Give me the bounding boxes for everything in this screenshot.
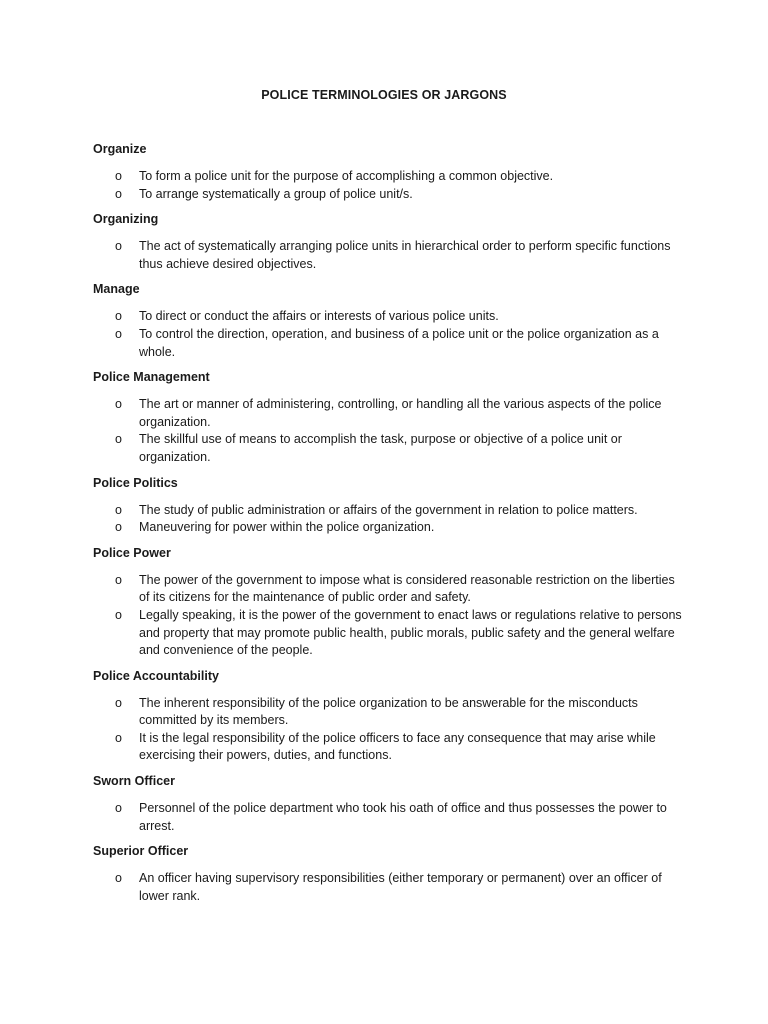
definition-item <box>93 870 683 905</box>
definition-text: The power of the government to impose what is considered reasonable restriction on the liberties of its citizens for the maintenance of public order and safety. <box>139 572 675 605</box>
definition-item <box>93 238 683 273</box>
definition-item <box>93 607 683 660</box>
definition-text: To form a police unit for the purpose of accomplishing a common objective. <box>139 169 554 183</box>
definition-text: The art or manner of administering, controlling, or handling all the various aspects of the police organization. <box>139 397 662 429</box>
term-heading: Manage <box>93 282 140 297</box>
hollow-bullet-icon: o <box>115 871 122 886</box>
definition-item <box>93 800 683 835</box>
definition-item <box>93 572 683 607</box>
definition-text: The act of systematically arranging police units in hierarchical order to perform specific functions thus achieve desired objectives. <box>139 239 671 271</box>
hollow-bullet-icon: o <box>115 695 122 710</box>
term-heading: Superior Officer <box>93 844 189 859</box>
definition-list <box>93 870 683 905</box>
hollow-bullet-icon: o <box>115 432 122 447</box>
definition-item <box>93 431 683 466</box>
hollow-bullet-icon: o <box>115 397 122 412</box>
definition-list <box>93 502 683 537</box>
definition-text: Legally speaking, it is the power of the government to enact laws or regulations relative to persons and property that may promote public health, public morals, public safety and the general welfare and convenience of the people. <box>139 607 682 658</box>
definition-item <box>93 695 683 730</box>
term-heading: Sworn Officer <box>93 774 175 789</box>
definition-item <box>93 308 683 326</box>
hollow-bullet-icon: o <box>115 572 122 587</box>
definition-list <box>93 396 683 466</box>
term-heading: Organize <box>93 142 147 156</box>
definition-item <box>93 396 683 431</box>
definition-text: To direct or conduct the affairs or interests of various police units. <box>139 309 499 324</box>
definition-list <box>93 800 683 835</box>
definition-list <box>93 238 683 273</box>
definition-text: The skillful use of means to accomplish the task, purpose or objective of a police unit or organization. <box>139 432 622 464</box>
definition-item <box>93 730 683 765</box>
definition-list <box>93 572 683 660</box>
hollow-bullet-icon: o <box>115 502 122 517</box>
definition-list <box>93 308 683 361</box>
term-heading: Organizing <box>93 212 159 227</box>
hollow-bullet-icon: o <box>115 186 122 201</box>
hollow-bullet-icon: o <box>115 309 122 324</box>
document-title: POLICE TERMINOLOGIES OR JARGONS <box>261 88 507 102</box>
hollow-bullet-icon: o <box>115 326 122 341</box>
definition-text: The study of public administration or affairs of the government in relation to police matters. <box>139 502 638 517</box>
term-heading: Police Accountability <box>93 668 219 683</box>
hollow-bullet-icon: o <box>115 801 122 816</box>
term-heading: Police Politics <box>93 475 178 490</box>
hollow-bullet-icon: o <box>115 169 122 183</box>
definition-text: To control the direction, operation, and business of a police unit or the police organization as a whole. <box>139 326 659 359</box>
definition-text: The inherent responsibility of the police organization to be answerable for the misconducts committed by its members. <box>139 695 638 728</box>
hollow-bullet-icon: o <box>115 730 122 745</box>
term-heading: Police Power <box>93 545 171 560</box>
definition-text: An officer having supervisory responsibilities (either temporary or permanent) over an officer of lower rank. <box>139 871 662 903</box>
definition-text: Personnel of the police department who took his oath of office and thus possesses the power to arrest. <box>139 801 667 833</box>
definition-text: Maneuvering for power within the police organization. <box>139 520 435 535</box>
definition-list <box>93 695 683 765</box>
definition-text: To arrange systematically a group of police unit/s. <box>139 186 413 201</box>
definition-item <box>93 326 683 361</box>
definition-item <box>93 502 683 520</box>
hollow-bullet-icon: o <box>115 607 122 622</box>
definition-item <box>93 186 683 204</box>
definition-item <box>93 519 683 537</box>
term-heading: Police Management <box>93 370 210 385</box>
document-body <box>93 141 683 913</box>
definition-text: It is the legal responsibility of the police officers to face any consequence that may arise while exercising their powers, duties, and functions. <box>139 730 656 763</box>
definition-item <box>93 168 683 186</box>
hollow-bullet-icon: o <box>115 520 122 535</box>
definition-list <box>93 168 683 203</box>
hollow-bullet-icon: o <box>115 239 122 254</box>
